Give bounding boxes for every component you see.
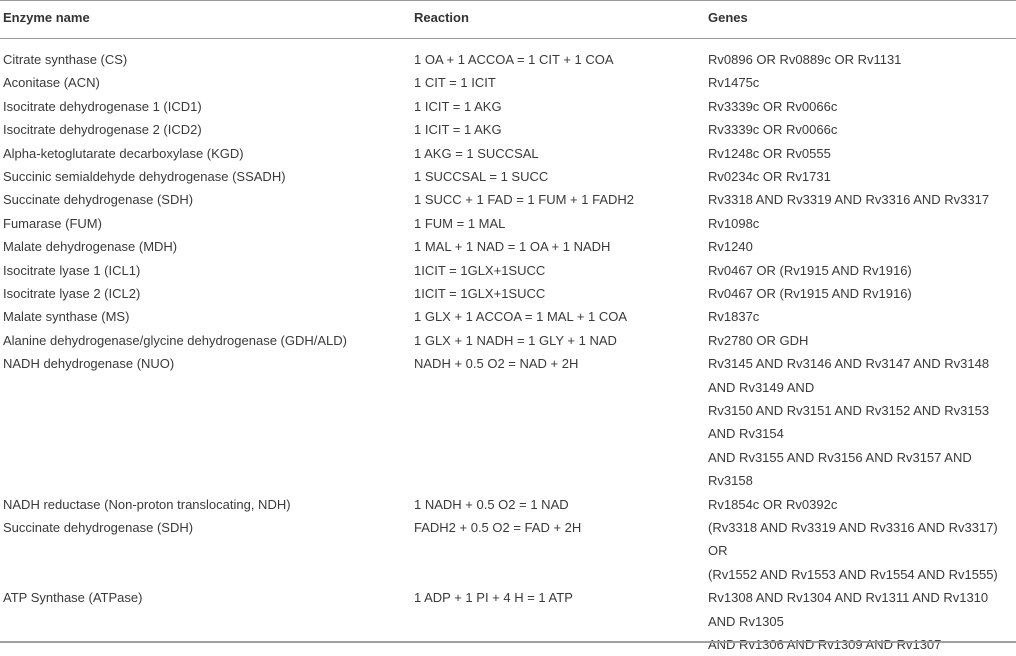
header-rule: [0, 38, 1016, 39]
genes-cell-line: (Rv3318 AND Rv3319 AND Rv3316 AND Rv3317): [708, 520, 998, 535]
enzyme-name-cell: NADH reductase (Non-proton translocating, NDH): [3, 496, 291, 512]
genes-cell-line: Rv2780 OR GDH: [708, 332, 809, 348]
genes-cell-line: Rv3145 AND Rv3146 AND Rv3147 AND Rv3148: [708, 356, 990, 372]
enzyme-name-cell: Malate dehydrogenase (MDH): [3, 239, 178, 255]
reaction-cell: 1 ICIT = 1 AKG: [414, 98, 502, 114]
genes-cell-line: Rv1308 AND Rv1304 AND Rv1311 AND Rv1310: [708, 590, 989, 606]
genes-cell-line: AND Rv1306 AND Rv1309 AND Rv1307: [708, 637, 942, 652]
genes-cell-line: AND Rv3155 AND Rv3156 AND Rv3157 AND: [708, 449, 972, 465]
header-enzyme-name: Enzyme name: [3, 10, 90, 25]
genes-cell-line: Rv3158: [708, 473, 753, 489]
reaction-cell: 1 GLX + 1 NADH = 1 GLY + 1 NAD: [414, 332, 617, 348]
enzyme-name-cell: Fumarase (FUM): [3, 215, 102, 231]
genes-cell-line: Rv1240: [708, 239, 753, 255]
genes-cell-line: Rv3339c OR Rv0066c: [708, 122, 838, 138]
genes-cell-line: OR: [708, 543, 728, 559]
enzyme-name-cell: Aconitase (ACN): [3, 75, 100, 91]
genes-cell-line: Rv0467 OR (Rv1915 AND Rv1916): [708, 286, 912, 301]
reaction-cell: 1 SUCC + 1 FAD = 1 FUM + 1 FADH2: [414, 192, 634, 208]
genes-cell-line: AND Rv1305: [708, 613, 784, 629]
enzyme-name-cell: Isocitrate lyase 1 (ICL1): [3, 262, 141, 278]
genes-cell-line: Rv1248c OR Rv0555: [708, 145, 831, 161]
enzyme-name-cell: Succinate dehydrogenase (SDH): [3, 192, 194, 208]
genes-cell-line: Rv3339c OR Rv0066c: [708, 98, 838, 114]
reaction-cell: 1 CIT = 1 ICIT: [414, 75, 496, 91]
reaction-cell: 1 SUCCSAL = 1 SUCC: [414, 169, 549, 184]
reaction-cell: 1 FUM = 1 MAL: [414, 215, 506, 231]
enzyme-name-cell: Succinic semialdehyde dehydrogenase (SSADH): [3, 169, 286, 184]
genes-cell-line: Rv1854c OR Rv0392c: [708, 496, 838, 512]
enzyme-name-cell: Alpha-ketoglutarate decarboxylase (KGD): [3, 145, 244, 161]
genes-cell-line: Rv1475c: [708, 75, 760, 91]
reaction-cell: 1 OA + 1 ACCOA = 1 CIT + 1 COA: [414, 52, 614, 67]
reaction-cell: 1 NADH + 0.5 O2 = 1 NAD: [414, 496, 569, 512]
reaction-cell: 1 ADP + 1 PI + 4 H = 1 ATP: [414, 590, 573, 606]
table-bottom-rule: [0, 641, 1016, 643]
genes-cell-line: Rv1098c: [708, 215, 760, 231]
enzyme-name-cell: Alanine dehydrogenase/glycine dehydrogenase (GDH/ALD): [3, 332, 347, 348]
reaction-cell: 1 AKG = 1 SUCCSAL: [414, 145, 539, 161]
header-reaction: Reaction: [414, 10, 469, 25]
reaction-cell: NADH + 0.5 O2 = NAD + 2H: [414, 356, 579, 372]
genes-cell-line: AND Rv3154: [708, 426, 784, 442]
genes-cell-line: Rv0896 OR Rv0889c OR Rv1131: [708, 52, 902, 67]
genes-cell-line: Rv3150 AND Rv3151 AND Rv3152 AND Rv3153: [708, 403, 990, 418]
reaction-cell: 1ICIT = 1GLX+1SUCC: [414, 286, 546, 301]
enzyme-name-cell: ATP Synthase (ATPase): [3, 590, 143, 606]
reaction-cell: 1 MAL + 1 NAD = 1 OA + 1 NADH: [414, 239, 611, 255]
genes-cell-line: AND Rv3149 AND: [708, 379, 815, 395]
enzyme-name-cell: Isocitrate dehydrogenase 2 (ICD2): [3, 122, 202, 138]
reaction-cell: FADH2 + 0.5 O2 = FAD + 2H: [414, 520, 582, 535]
enzyme-name-cell: Succinate dehydrogenase (SDH): [3, 520, 194, 535]
enzyme-name-cell: Isocitrate dehydrogenase 1 (ICD1): [3, 98, 202, 114]
enzyme-name-cell: Malate synthase (MS): [3, 309, 130, 325]
genes-cell-line: Rv3318 AND Rv3319 AND Rv3316 AND Rv3317: [708, 192, 990, 208]
enzyme-name-cell: Citrate synthase (CS): [3, 52, 128, 67]
header-genes: Genes: [708, 10, 748, 25]
reaction-cell: 1 ICIT = 1 AKG: [414, 122, 502, 138]
genes-cell-line: Rv1837c: [708, 309, 760, 325]
reaction-cell: 1ICIT = 1GLX+1SUCC: [414, 262, 546, 278]
enzyme-name-cell: NADH dehydrogenase (NUO): [3, 356, 175, 372]
genes-cell-line: (Rv1552 AND Rv1553 AND Rv1554 AND Rv1555): [708, 566, 998, 582]
table-top-rule: [0, 0, 1016, 1]
genes-cell-line: Rv0467 OR (Rv1915 AND Rv1916): [708, 262, 912, 278]
genes-cell-line: Rv0234c OR Rv1731: [708, 169, 831, 184]
enzyme-name-cell: Isocitrate lyase 2 (ICL2): [3, 286, 141, 301]
reaction-cell: 1 GLX + 1 ACCOA = 1 MAL + 1 COA: [414, 309, 628, 325]
